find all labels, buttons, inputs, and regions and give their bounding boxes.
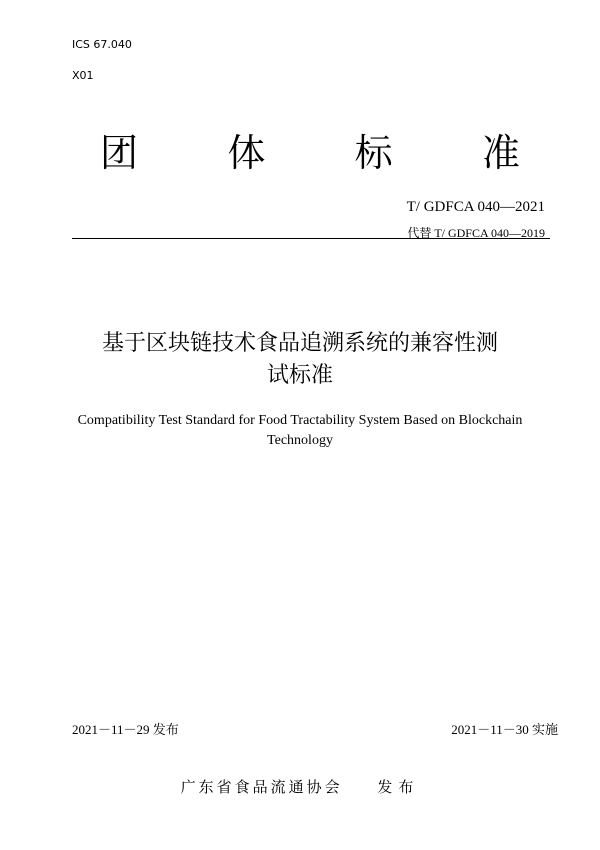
english-title xyxy=(60,411,540,451)
doc-type-char-3: 标 xyxy=(354,131,393,175)
english-title-line-1: Compatibility Test Standard for Food Tractability System Based on Blockchain xyxy=(77,413,523,428)
replaces-standard: 代替 T/ GDFCA 040—2019 xyxy=(407,226,545,240)
standard-number: T/ GDFCA 040—2021 xyxy=(406,199,545,215)
chinese-title-line-2: 试标准 xyxy=(266,363,333,388)
doc-type-char-2: 体 xyxy=(227,131,266,175)
ics-code: ICS 67.040 xyxy=(72,38,132,51)
chinese-title-line-1: 基于区块链技术食品追溯系统的兼容性测 xyxy=(101,331,498,356)
implementation-date: 2021－11－30 实施 xyxy=(451,722,558,737)
doc-type-char-1: 团 xyxy=(100,131,139,175)
english-title-line-2: Technology xyxy=(267,433,333,448)
organization-name: 广东省食品流通协会 xyxy=(180,778,343,796)
chinese-title xyxy=(60,328,540,392)
classification-code: X01 xyxy=(72,69,94,82)
publish-date: 2021－11－29 发布 xyxy=(72,722,179,737)
issuing-organization xyxy=(0,776,600,797)
doc-type-char-4: 准 xyxy=(481,131,520,175)
issue-label: 发布 xyxy=(377,778,420,796)
document-type-heading xyxy=(100,122,520,177)
header-divider xyxy=(72,238,550,239)
